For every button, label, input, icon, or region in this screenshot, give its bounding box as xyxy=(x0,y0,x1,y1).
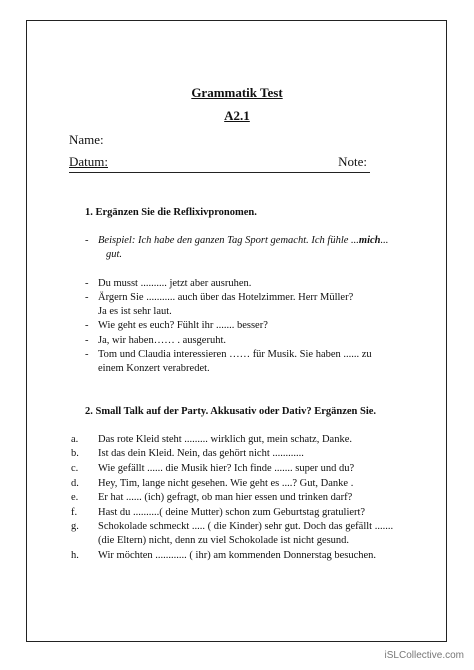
test-level: A2.1 xyxy=(224,108,250,123)
section2-heading: 2. Small Talk auf der Party. Akkusativ oder Dativ? Ergänzen Sie. xyxy=(85,406,377,417)
datum-label: Datum: xyxy=(69,154,108,169)
list-item: Das rote Kleid steht ......... wirklich gut, mein schatz, Danke. xyxy=(98,434,352,445)
list-item: Schokolade schmeckt ..... ( die Kinder) sehr gut. Doch das gefällt ....... xyxy=(98,521,394,532)
item-letter: f. xyxy=(71,507,78,518)
list-item: Ist das dein Kleid. Nein, das gehört nicht ............ xyxy=(98,448,304,459)
list-item: Hey, Tim, lange nicht gesehen. Wie geht es ....? Gut, Danke . xyxy=(98,478,354,489)
list-item: Du musst .......... jetzt aber ausruhen. xyxy=(98,278,252,289)
name-label: Name: xyxy=(69,132,104,147)
example-line: Beispiel: Ich habe den ganzen Tag Sport gemacht. Ich fühle ...mich... xyxy=(98,235,389,246)
list-item: Ja es ist sehr laut. xyxy=(98,306,172,317)
item-letter: d. xyxy=(71,478,79,489)
section1-heading: 1. Ergänzen Sie die Reflixivpronomen. xyxy=(85,207,257,218)
list-item: einem Konzert verabredet. xyxy=(98,363,210,374)
list-item: Ja, wir haben…… . ausgeruht. xyxy=(98,335,227,346)
list-item: Er hat ...... (ich) gefragt, ob man hier essen und trinken darf? xyxy=(98,492,353,503)
list-item: Ärgern Sie ........... auch über das Hotelzimmer. Herr Müller? xyxy=(98,292,354,303)
footer-watermark: iSLCollective.com xyxy=(384,650,464,661)
list-item: Hast du ..........( deine Mutter) schon zum Geburtstag gratuliert? xyxy=(98,507,366,518)
list-item: Wie geht es euch? Fühlt ihr ....... besser? xyxy=(98,320,268,331)
item-letter: g. xyxy=(71,521,79,532)
list-dash: - xyxy=(85,292,89,303)
list-dash: - xyxy=(85,320,89,331)
item-letter: e. xyxy=(71,492,79,503)
item-letter: b. xyxy=(71,448,79,459)
example-line-2: gut. xyxy=(106,249,123,260)
list-dash: - xyxy=(85,278,89,289)
list-item: (die Eltern) nicht, denn zu viel Schokolade ist nicht gesund. xyxy=(98,535,350,546)
example-dash: - xyxy=(85,235,89,246)
list-item: Wie gefällt ...... die Musik hier? Ich finde ....... super und du? xyxy=(98,463,355,474)
datum-row xyxy=(69,154,370,173)
test-title: Grammatik Test xyxy=(191,85,283,100)
note-label: Note: xyxy=(338,154,367,169)
list-item: Wir möchten ............ ( ihr) am kommenden Donnerstag besuchen. xyxy=(98,550,377,561)
list-item: Tom und Claudia interessieren …… für Musik. Sie haben ...... zu xyxy=(98,349,372,360)
list-dash: - xyxy=(85,335,89,346)
item-letter: a. xyxy=(71,434,79,445)
list-dash: - xyxy=(85,349,89,360)
item-letter: h. xyxy=(71,550,79,561)
item-letter: c. xyxy=(71,463,79,474)
